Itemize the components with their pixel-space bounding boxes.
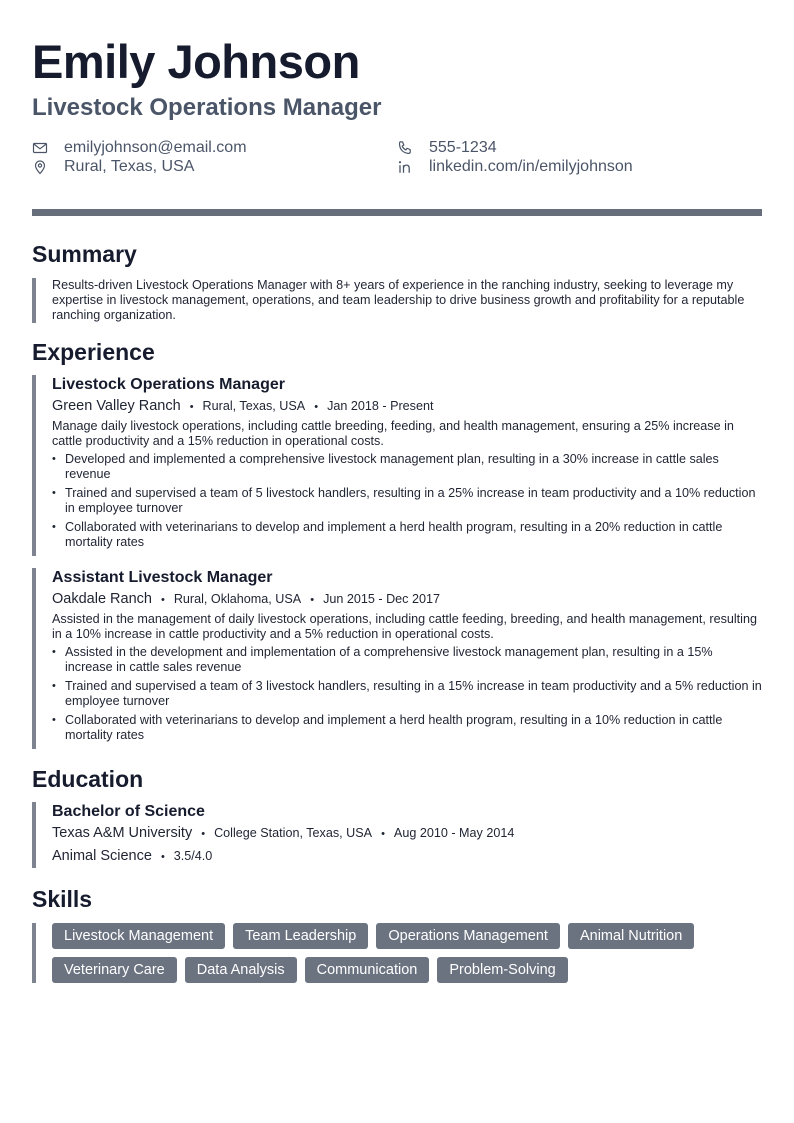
company-name: Oakdale Ranch [52, 591, 152, 607]
linkedin-icon [397, 159, 413, 175]
linkedin-text: linkedin.com/in/emilyjohnson [429, 158, 633, 175]
email-text: emilyjohnson@email.com [64, 139, 247, 156]
skill-chip: Animal Nutrition [568, 923, 694, 949]
mail-icon [32, 140, 48, 156]
skills-block [32, 923, 762, 983]
separator-dot: • [310, 594, 315, 606]
contact-linkedin[interactable] [397, 157, 633, 177]
gpa: 3.5/4.0 [173, 849, 213, 863]
education-heading: Education [32, 766, 144, 792]
experience-item [32, 568, 762, 749]
contact-location [32, 157, 194, 177]
company-name: Green Valley Ranch [52, 398, 181, 414]
job-title: Livestock Operations Manager [52, 376, 285, 393]
skill-chip: Team Leadership [233, 923, 368, 949]
skill-chip: Problem-Solving [437, 957, 567, 983]
school-location: College Station, Texas, USA [214, 826, 373, 840]
job-title: Assistant Livestock Manager [52, 569, 273, 586]
separator-dot: • [314, 401, 319, 413]
education-dates: Aug 2010 - May 2014 [393, 826, 515, 840]
skill-chip: Livestock Management [52, 923, 225, 949]
education-meta [52, 822, 762, 845]
phone-icon [397, 140, 413, 156]
separator-dot: • [160, 594, 165, 606]
experience-item [32, 375, 762, 556]
bullet-item: • Collaborated with veterinarians to develop and implement a herd health program, resulting in a 20% reduction in cattle mortality rates [52, 520, 762, 550]
separator-dot: • [160, 851, 165, 863]
skills-list [52, 923, 766, 983]
phone-text: 555-1234 [429, 139, 497, 156]
bullet-item: • Trained and supervised a team of 3 livestock handlers, resulting in a 15% increase in team productivity and a 5% reduction in employee turnover [52, 679, 762, 709]
school-name: Texas A&M University [52, 825, 193, 841]
contact-email[interactable] [32, 138, 247, 158]
job-meta [52, 588, 762, 611]
skill-chip: Veterinary Care [52, 957, 177, 983]
bullet-item: • Developed and implemented a comprehensive livestock management plan, resulting in a 30% increase in cattle sales revenue [52, 452, 762, 482]
summary-text: Results-driven Livestock Operations Manager with 8+ years of experience in the ranching industry, seeking to leverage my expertise in livestock management, operations, and team leadership to drive business growth and profitability for a reputable ranching organization. [52, 278, 745, 322]
field-of-study: Animal Science [52, 848, 152, 864]
bullet-item: • Trained and supervised a team of 5 livestock handlers, resulting in a 25% increase in team productivity and a 10% reduction in employee turnover [52, 486, 762, 516]
candidate-name: Emily Johnson [32, 35, 360, 88]
skill-chip: Operations Management [376, 923, 560, 949]
job-dates: Jun 2015 - Dec 2017 [323, 592, 440, 606]
job-meta [52, 395, 762, 418]
job-description: Manage daily livestock operations, including cattle breeding, feeding, and health management, ensuring a 25% increase in cattle productivity and a 15% reduction in operational costs. [52, 419, 734, 448]
location-pin-icon [32, 159, 48, 175]
job-location: Rural, Oklahoma, USA [173, 592, 302, 606]
location-text: Rural, Texas, USA [64, 158, 195, 175]
contact-phone[interactable] [397, 138, 497, 158]
degree-title: Bachelor of Science [52, 803, 205, 820]
header-divider [32, 209, 762, 216]
separator-dot: • [381, 828, 385, 840]
job-bullets [52, 452, 762, 550]
separator-dot: • [201, 828, 206, 840]
job-bullets [52, 645, 762, 743]
skills-heading: Skills [32, 886, 93, 912]
job-description: Assisted in the management of daily livestock operations, including cattle feeding, breeding, and health management, resulting in a 10% increase in cattle productivity and a 5% reduction in operational costs. [52, 612, 757, 641]
skill-chip: Data Analysis [185, 957, 297, 983]
bullet-item: • Collaborated with veterinarians to develop and implement a herd health program, resulting in a 10% reduction in cattle mortality rates [52, 713, 762, 743]
experience-heading: Experience [32, 339, 155, 365]
separator-dot: • [189, 401, 194, 413]
summary-heading: Summary [32, 241, 137, 267]
candidate-title: Livestock Operations Manager [32, 94, 382, 121]
job-dates: Jan 2018 - Present [327, 399, 434, 413]
summary-block [32, 278, 762, 323]
bullet-item: • Assisted in the development and implementation of a comprehensive livestock management plan, resulting in a 15% increase in cattle sales revenue [52, 645, 762, 675]
education-field-meta [52, 845, 762, 868]
education-item [32, 802, 762, 868]
skill-chip: Communication [305, 957, 430, 983]
job-location: Rural, Texas, USA [202, 399, 306, 413]
